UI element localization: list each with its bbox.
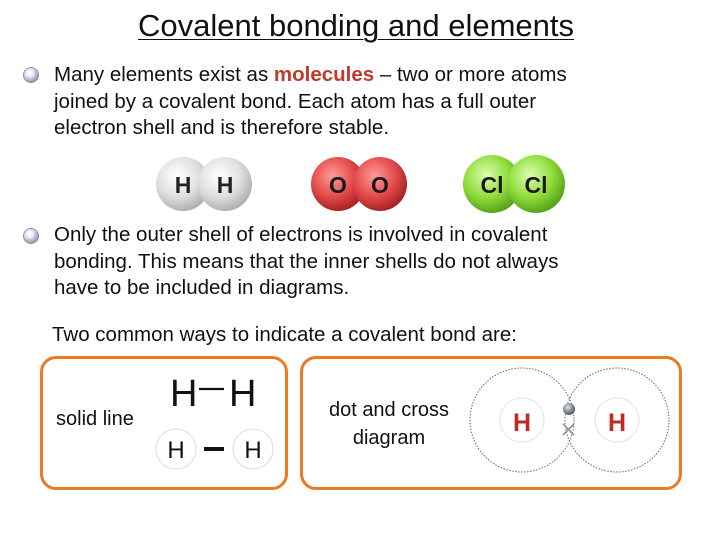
solid-line-label: solid line [56,408,134,430]
atom-symbol: H [512,409,532,437]
atom-symbol: O [371,172,389,198]
highlight-molecules: molecules [273,63,375,86]
atom-symbol: H [607,409,627,437]
intro-text: Two common ways to indicate a covalent bond are: [52,323,517,346]
atom-symbol: H [244,437,262,464]
label-line: dot and cross [328,399,450,421]
paragraph-line: Only the outer shell of electrons is involved in covalent [54,223,548,246]
atom-symbol: H [229,373,257,415]
paragraph-line: have to be included in diagrams. [54,276,350,299]
atom-symbol: O [329,172,347,198]
page-title: Covalent bonding and elements [138,8,575,43]
label-line: diagram [352,427,426,449]
electron-dot-icon [563,403,575,415]
atom-symbol: Cl [480,172,504,198]
text-span: Many elements exist as [54,63,274,86]
electron-cross-icon [563,424,574,435]
paragraph-line: joined by a covalent bond. Each atom has a full outer [54,89,537,113]
text-span: – two or more atoms [374,63,567,86]
atom-symbol: H [170,373,198,415]
atom-symbol: H [174,172,192,198]
paragraph-line: electron shell and is therefore stable. [54,116,390,139]
atom-symbol: Cl [524,172,548,198]
paragraph-line: bonding. This means that the inner shells do not always [54,249,559,273]
atom-symbol: H [167,437,185,464]
atom-symbol: H [216,172,234,198]
